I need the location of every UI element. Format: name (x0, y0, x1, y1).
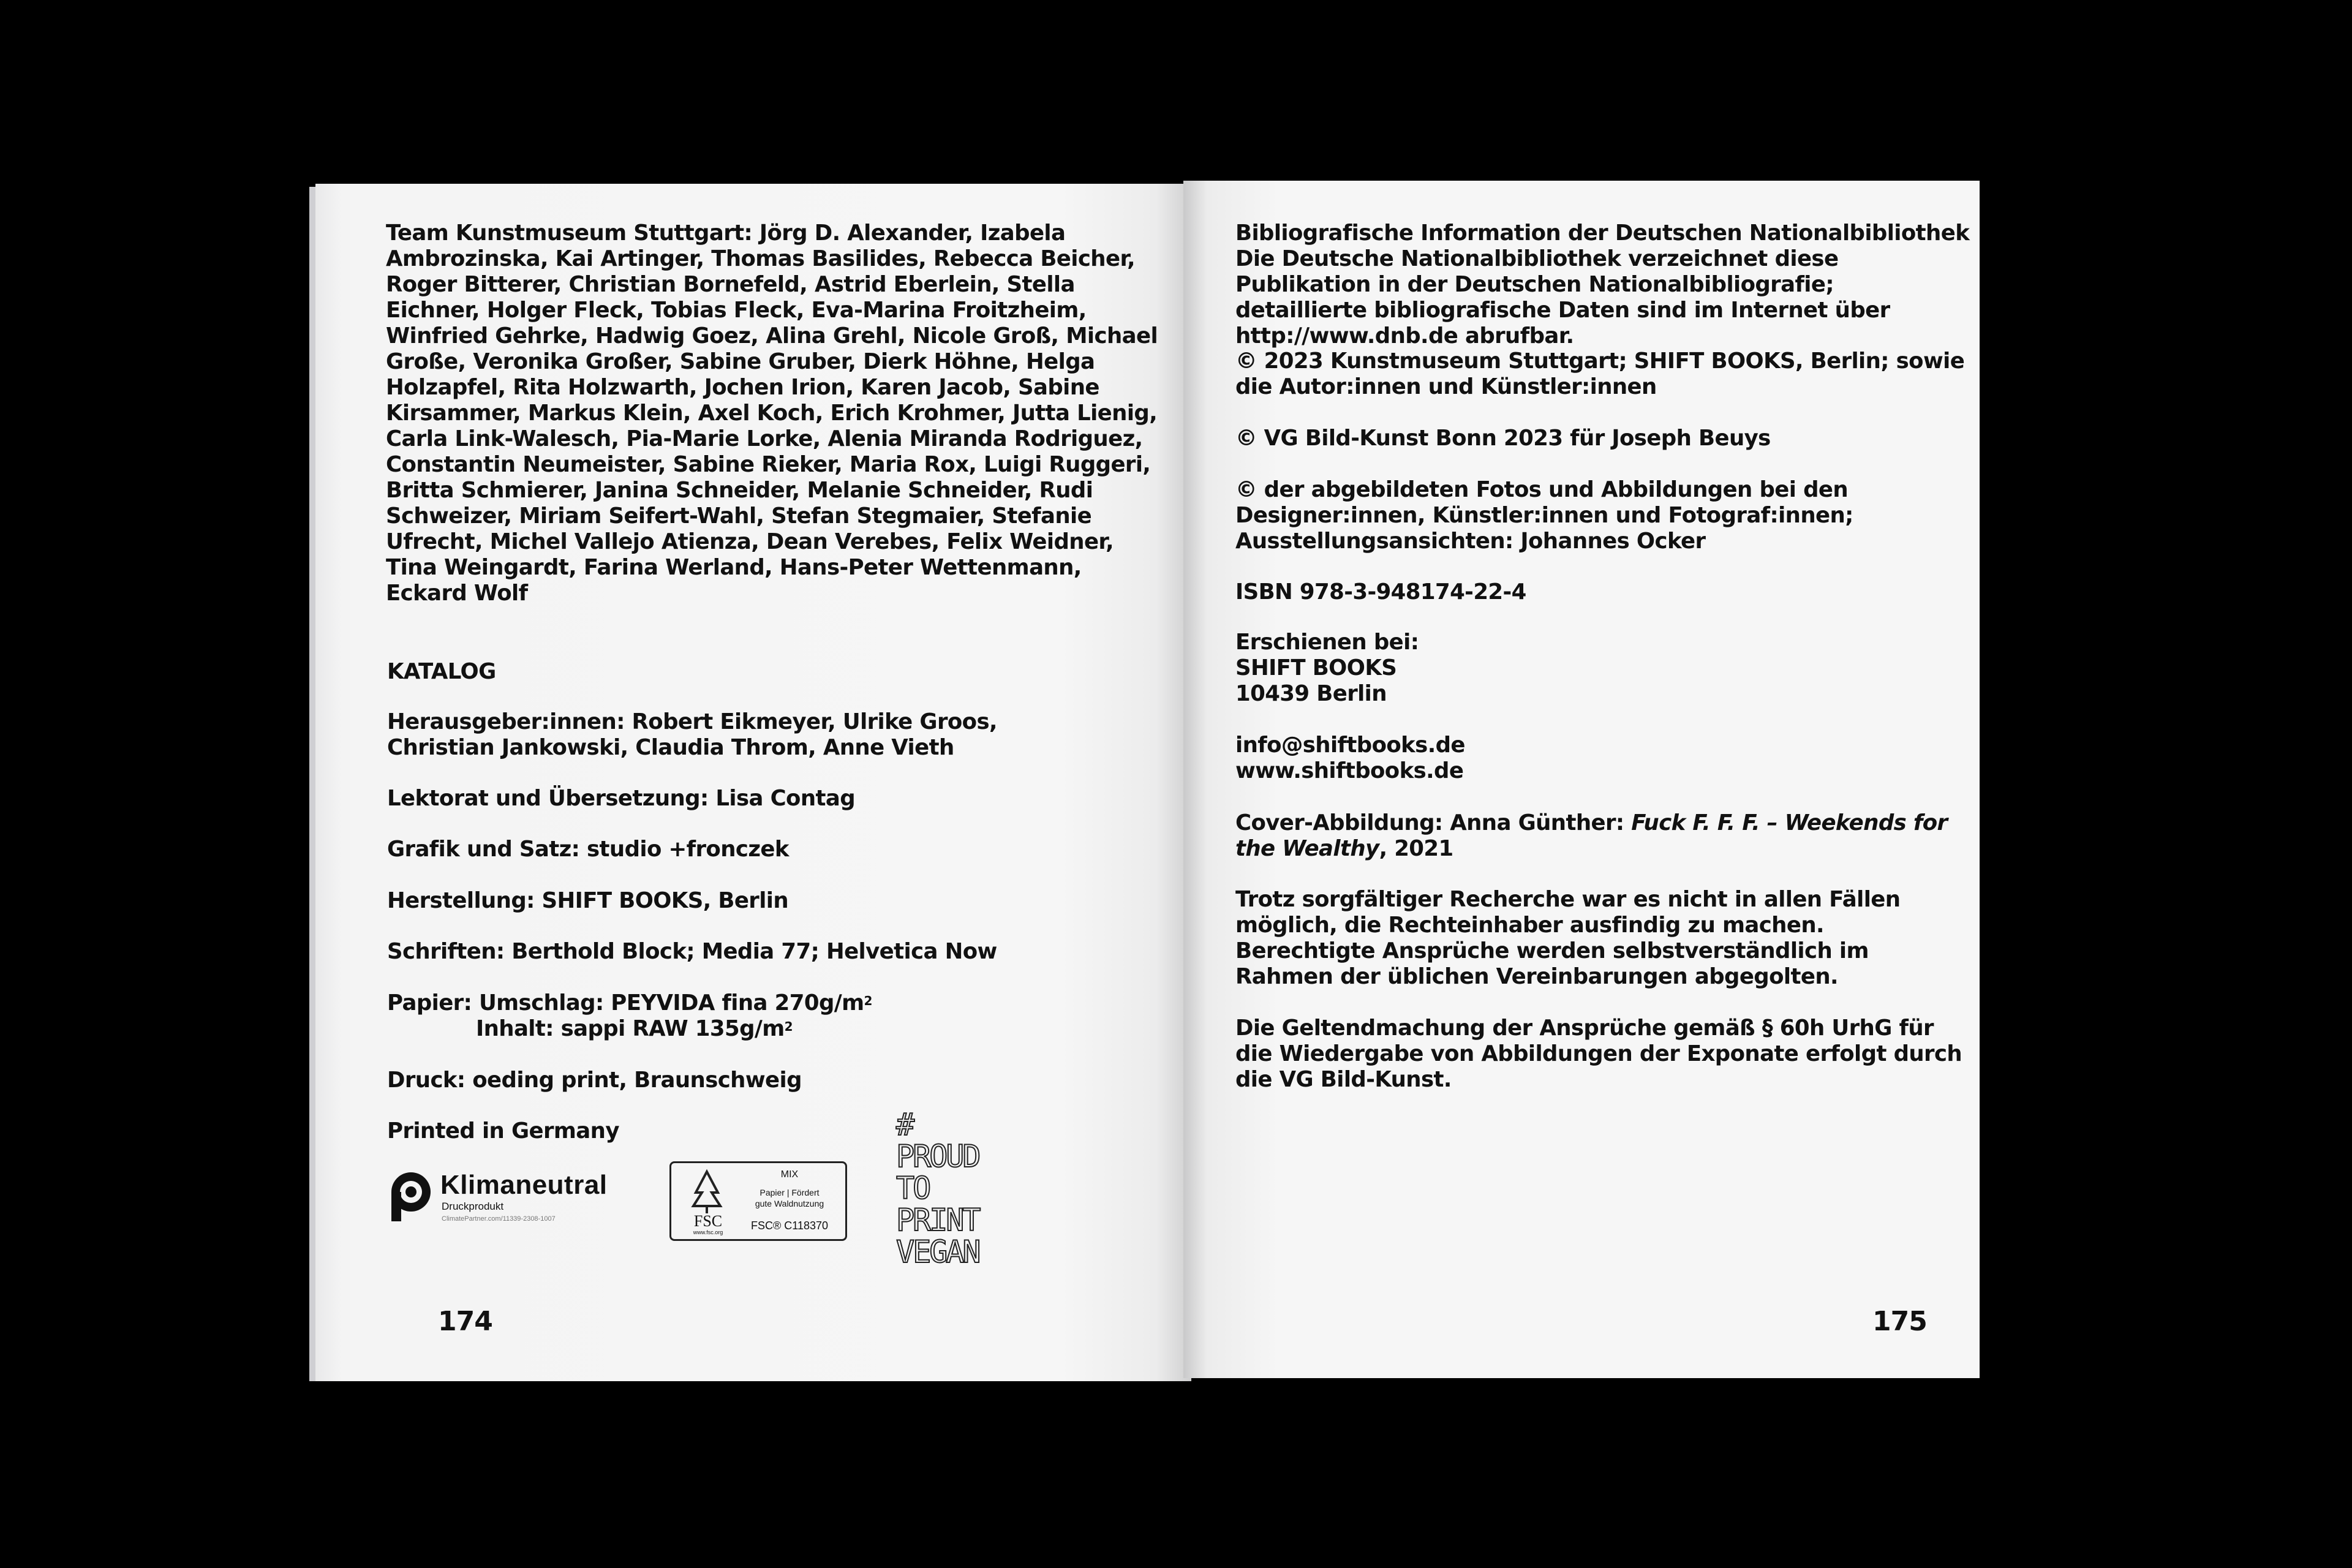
vegan-hash: # (896, 1107, 913, 1142)
website: www.shiftbooks.de (1235, 758, 1464, 783)
page-number-left: 174 (438, 1306, 492, 1337)
paper-content: Inhalt: sappi RAW 135g/m (476, 1016, 785, 1041)
fsc-tree-icon (682, 1168, 731, 1217)
publisher-city: 10439 Berlin (1235, 681, 1387, 706)
vegan-proud: PROUD (896, 1139, 979, 1174)
cover-credit (1235, 810, 1970, 862)
klimaneutral-logo (388, 1169, 645, 1236)
print-credit: Druck: oeding print, Braunschweig (387, 1068, 802, 1093)
fsc-text-1: Papier | Fördert (760, 1188, 820, 1197)
email: info@shiftbooks.de (1235, 733, 1465, 758)
fsc-code: FSC® C118370 (751, 1219, 828, 1232)
vegan-vegan: VEGAN (896, 1234, 979, 1270)
sup-2b: 2 (784, 1019, 793, 1034)
fonts-credit: Schriften: Berthold Block; Media 77; Helvetica Now (387, 939, 997, 964)
katalog-heading: KATALOG (387, 659, 496, 684)
copyright-3: © der abgebildeten Fotos und Abbildungen bei den Designer:innen, Künstler:innen und Fotograf:innen; Ausstellungsansichten: Johannes Ocker (1235, 477, 1853, 554)
vegan-to: TO (896, 1170, 930, 1206)
proud-to-print-vegan-logo (896, 1109, 994, 1280)
klimaneutral-subtitle: Druckprodukt (442, 1200, 504, 1212)
cover-prefix: Cover-Abbildung: Anna Günther: (1235, 810, 1632, 835)
right-page (1183, 181, 1980, 1378)
fsc-site: www.fsc.org (693, 1229, 723, 1235)
climate-partner-icon (388, 1169, 437, 1224)
contact-block (1235, 733, 1465, 784)
page-number-right: 175 (1872, 1306, 1927, 1337)
left-page (315, 184, 1191, 1381)
paper-cover: Papier: Umschlag: PEYVIDA fina 270g/m (387, 990, 864, 1016)
cover-year: , 2021 (1379, 836, 1453, 861)
rights-note: Trotz sorgfältiger Recherche war es nicht in allen Fällen möglich, die Rechteinhaber ausfindig zu machen. Berechtigte Ansprüche werden selbstverständlich im Rahmen der üblichen Vereinbarungen abgegolten. (1235, 887, 1901, 989)
copyright-2: © VG Bild-Kunst Bonn 2023 für Joseph Beuys (1235, 426, 1771, 451)
vegan-print: PRINT (896, 1202, 979, 1238)
cover-title: Fuck F. F. F. – Weekends for the Wealthy (1235, 810, 1948, 861)
fsc-text-2: gute Waldnutzung (755, 1199, 824, 1208)
production-credit: Herstellung: SHIFT BOOKS, Berlin (387, 888, 789, 913)
biblio-info: Bibliografische Information der Deutschen Nationalbibliothek Die Deutsche Nationalbibliothek verzeichnet diese Publikation in der Deutschen Nationalbibliografie; detaillierte bibliografische Daten sind im Internet über http://www.dnb.de abrufbar. (1235, 221, 1970, 349)
isbn: ISBN 978-3-948174-22-4 (1235, 579, 1526, 605)
klimaneutral-url: ClimatePartner.com/11339-2308-1007 (442, 1215, 556, 1223)
sup-2: 2 (864, 993, 872, 1008)
design-credit: Grafik und Satz: studio +fronczek (387, 837, 789, 862)
printed-in-germany: Printed in Germany (387, 1118, 619, 1144)
publisher-block (1235, 630, 1419, 707)
fsc-mix: MIX (780, 1169, 799, 1180)
editors-credit: Herausgeber:innen: Robert Eikmeyer, Ulrike Groos, Christian Jankowski, Claudia Throm, Anne Vieth (387, 709, 997, 760)
klimaneutral-title: Klimaneutral (440, 1170, 608, 1200)
publisher-name: SHIFT BOOKS (1235, 655, 1397, 680)
paper-credit (387, 990, 872, 1042)
claims-note: Die Geltendmachung der Ansprüche gemäß § 60h UrhG für die Wiedergabe von Abbildungen der Exponate erfolgt durch die VG Bild-Kunst. (1235, 1016, 1962, 1092)
fsc-logo (669, 1161, 847, 1241)
team-credits: Team Kunstmuseum Stuttgart: Jörg D. Alexander, Izabela Ambrozinska, Kai Artinger, Thomas Basilides, Rebecca Beicher, Roger Bitterer, Christian Bornefeld, Astrid Eberlein, Stella Eichner, Holger Fleck, Tobias Fleck, Eva-Marina Froitzheim, Winfried Gehrke, Hadwig Goez, Alina Grehl, Nicole Groß, Michael Große, Veronika Großer, Sabine Gruber, Dierk Höhne, Helga Holzapfel, Rita Holzwarth, Jochen Irion, Karen Jacob, Sabine Kirsammer, Markus Klein, Axel Koch, Erich Krohmer, Jutta Lienig, Carla Link-Walesch, Pia-Marie Lorke, Alenia Miranda Rodriguez, Constantin Neumeister, Sabine Rieker, Maria Rox, Luigi Ruggeri, Britta Schmierer, Janina Schneider, Melanie Schneider, Rudi Schweizer, Miriam Seifert-Wahl, Stefan Stegmaier, Stefanie Ufrecht, Michel Vallejo Atienza, Dean Verebes, Felix Weidner, Tina Weingardt, Farina Werland, Hans-Peter Wettenmann, Eckard Wolf (386, 221, 1158, 606)
copyright-1: © 2023 Kunstmuseum Stuttgart; SHIFT BOOKS, Berlin; sowie die Autor:innen und Künstler:innen (1235, 349, 1965, 399)
fsc-brand: FSC (693, 1212, 723, 1230)
published-label: Erschienen bei: (1235, 630, 1419, 655)
editing-credit: Lektorat und Übersetzung: Lisa Contag (387, 786, 856, 811)
